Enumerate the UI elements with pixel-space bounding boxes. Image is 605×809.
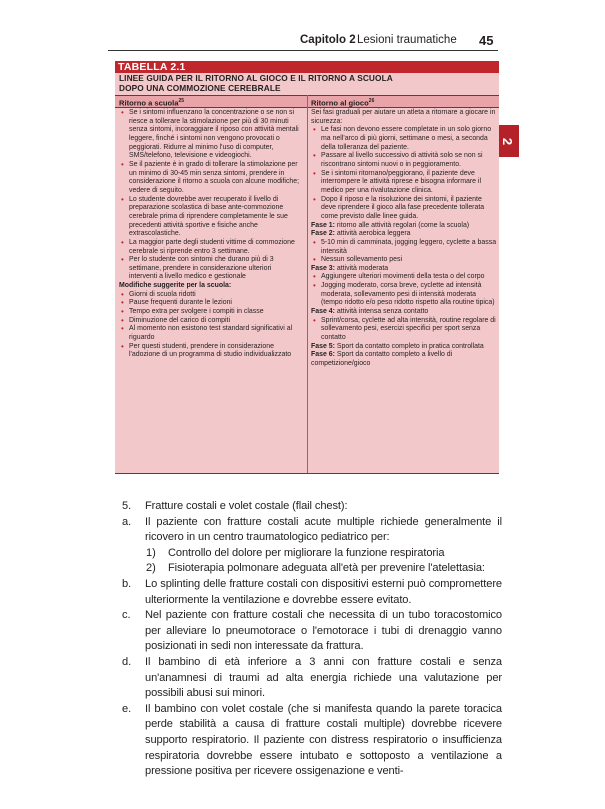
list-item: • Per lo studente con sintomi che durano più di 3 settimane, prendere in considerazione ulteriori interventi a livello medico e gestionale: [119, 256, 301, 282]
column-header-school: Ritorno a scuola$^{25}$: [119, 98, 185, 108]
list-item: • Giorni di scuola ridotti: [119, 291, 301, 300]
list-item: e. Il bambino con volet costale (che si manifesta quando la parete toracica perde stabilità a causa di fratture costali multiple) dovrebbe ricevere supporto respiratorio. Il paziente con distress respiratorio o insufficienza respiratoria dovrebbe essere intubato e sottoposto a ventilazione a pressione positiva per ricevere ossigenazione e venti-: [122, 702, 502, 778]
list-item: • 5-10 min di camminata, jogging leggero, cyclette a bassa intensità: [311, 239, 497, 256]
return-to-play-column: [311, 109, 497, 369]
list-item: d. Il bambino di età inferiore a 3 anni con fratture costali e senza un'anamnesi di traumi ad alta energia richiede una valutazione per possibili abusi sui minori.: [122, 655, 502, 700]
guidelines-table: [115, 61, 499, 474]
list-item: • Lo studente dovrebbe aver recuperato il livello di preparazione scolastica di base ante-commozione cerebrale prima di riprendere completamente le sue precedenti attività sportive e fisiche anche extrascolastiche.: [119, 196, 301, 239]
list-item: 1) Controllo del dolore per migliorare la funzione respiratoria: [146, 546, 445, 559]
list-item: • Dopo il riposo e la risoluzione dei sintomi, il paziente deve riprendere il gioco alla fase precedente tollerata come previsto dalle linee guida.: [311, 196, 497, 222]
body-text: [122, 499, 502, 780]
header-rule: [108, 50, 498, 51]
list-item: • Jogging moderato, corsa breve, cyclette ad intensità moderata, sollevamento pesi di intensità moderata (tempo ridotto e/o peso ridotto rispetto alla routine tipica): [311, 282, 497, 308]
table-bottom-rule: [115, 473, 499, 474]
phase-2: Fase 2: attività aerobica leggera: [311, 230, 411, 238]
phase-4: Fase 4: attività intensa senza contatto: [311, 308, 429, 316]
list-item: • Se i sintomi ritornano/peggiorano, il paziente deve interrompere le attività riprese e bisogna informare il medico per una rivalutazione clinica.: [311, 170, 497, 196]
list-item: a. Il paziente con fratture costali acute multiple richiede generalmente il ricovero in un centro traumatologico pediatrico per:: [122, 515, 502, 544]
list-item: • Al momento non esistono test standard significativi al riguardo: [119, 325, 301, 342]
play-intro: Sei fasi graduali per aiutare un atleta a ritornare a giocare in sicurezza:: [311, 109, 496, 125]
column-header-play: Ritorno al gioco$^{26}$: [311, 98, 375, 108]
list-item: • Per questi studenti, prendere in considerazione l'adozione di un programma di studio individualizzato: [119, 343, 301, 360]
table-caption: [119, 73, 479, 93]
list-item: • Passare al livello successivo di attività solo se non si riscontrano sintomi nuovi o in peggioramento.: [311, 152, 497, 169]
list-item: • Diminuzione del carico di compiti: [119, 317, 301, 326]
column-divider: [307, 95, 308, 474]
list-item: • Tempo extra per svolgere i compiti in classe: [119, 308, 301, 317]
phase-6: Fase 6: Sport da contatto completo a livello di competizione/gioco: [311, 351, 453, 368]
list-item: • Se i sintomi influenzano la concentrazione o se non si riesce a tollerare la stimolazione per più di 30 minuti senza sintomi, incoraggiare il riposo con attività mentali leggere, finché i sintomi non vengono provocati o peggiorati. Ridurre al minimo l'uso di computer, SMS/telefono, televisione e videogiochi.: [119, 109, 301, 161]
phase-3: Fase 3: attività moderata: [311, 264, 389, 272]
return-to-school-column: [119, 109, 301, 360]
list-item: • La maggior parte degli studenti vittime di commozione cerebrale si riprende entro 3 settimane.: [119, 239, 301, 256]
chapter-thumb-number: 2: [500, 137, 516, 145]
list-item: c. Nel paziente con fratture costali che necessita di un tubo toracostomico per alleviare lo pneumotorace o l'emotorace i tubi di drenaggio vanno posizionati in sedi non interessate da frattura.: [122, 609, 502, 653]
table-caption-line: DOPO UNA COMMOZIONE CEREBRALE: [119, 83, 281, 93]
list-item: • Se il paziente è in grado di tollerare la stimolazione per un minimo di 30-45 min senza sintomi, prendere in considerazione il ritorno a scuola con alcune modifiche; vedere di seguito.: [119, 161, 301, 196]
school-modifications-heading: Modifiche suggerite per la scuola:: [119, 282, 232, 290]
list-item: • Sprint/corsa, cyclette ad alta intensità, routine regolare di sollevamento pesi, esercizi specifici per sport senza contatto: [311, 317, 497, 343]
list-item: b. Lo splinting delle fratture costali con dispositivi esterni può compromettere ulteriormente la ventilazione e dovrebbe essere evitato.: [122, 577, 502, 606]
page-number: 45: [479, 33, 494, 48]
list-item: • Aggiungere ulteriori movimenti della testa o del corpo: [311, 273, 497, 282]
page-header: [0, 34, 605, 52]
list-item: 5. Fratture costali e volet costale (flail chest):: [122, 500, 348, 512]
chapter-thumb-tab: [497, 125, 519, 157]
list-item: • Nessun sollevamento pesi: [311, 256, 497, 265]
chapter-label: Capitolo 2: [300, 34, 356, 46]
list-item: • Pause frequenti durante le lezioni: [119, 299, 301, 308]
table-caption-line: LINEE GUIDA PER IL RITORNO AL GIOCO E IL RITORNO A SCUOLA: [119, 73, 393, 83]
phase-1: Fase 1: ritorno alle attività regolari (come la scuola): [311, 221, 470, 229]
table-label-bar: [115, 61, 499, 73]
table-label: TABELLA 2.1: [118, 61, 186, 73]
chapter-title: Lesioni traumatiche: [357, 34, 457, 46]
list-item: • Le fasi non devono essere completate in un solo giorno ma nell'arco di più giorni, settimane o mesi, a seconda della tolleranza del paziente.: [311, 126, 497, 152]
list-item: 2) Fisioterapia polmonare adeguata all'età per prevenire l'atelettasia:: [146, 562, 485, 575]
phase-5: Fase 5: Sport da contatto completo in pratica controllata: [311, 342, 484, 350]
